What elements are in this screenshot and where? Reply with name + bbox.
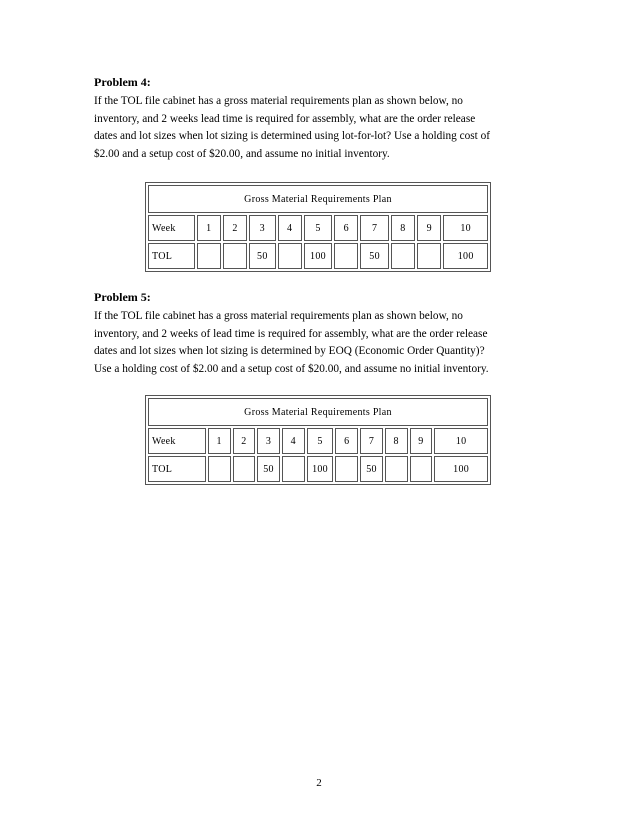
week-cell: 8 — [391, 215, 415, 241]
week-cell: 4 — [282, 428, 305, 454]
week-cell: 6 — [334, 215, 358, 241]
week-cell: 8 — [385, 428, 408, 454]
week-header-cell: Week — [148, 428, 206, 454]
tol-value-cell: 50 — [249, 243, 275, 269]
week-cell: 7 — [360, 428, 383, 454]
problem-4-text — [94, 93, 554, 163]
tol-value-cell — [233, 456, 256, 482]
week-cell: 2 — [223, 215, 247, 241]
tol-value-cell — [223, 243, 247, 269]
week-cell: 1 — [208, 428, 231, 454]
tol-value-cell — [208, 456, 231, 482]
week-cell: 7 — [360, 215, 388, 241]
tol-value-cell — [417, 243, 441, 269]
tol-label-cell: TOL — [148, 243, 195, 269]
tol-label-cell: TOL — [148, 456, 206, 482]
table-title: Gross Material Requirements Plan — [148, 185, 488, 213]
tol-value-cell — [391, 243, 415, 269]
week-cell: 3 — [257, 428, 280, 454]
tol-value-cell — [334, 243, 358, 269]
problem-5-line: Use a holding cost of $2.00 and a setup cost of $20.00, and assume no initial inventory. — [94, 362, 489, 375]
week-cell: 10 — [434, 428, 488, 454]
week-cell: 6 — [335, 428, 358, 454]
problem-5-line: dates and lot sizes when lot sizing is determined by EOQ (Economic Order Quantity)? — [94, 345, 485, 358]
tol-value-cell: 100 — [443, 243, 488, 269]
tol-value-cell: 50 — [360, 456, 383, 482]
week-cell: 10 — [443, 215, 488, 241]
problem-4-line: dates and lot sizes when lot sizing is determined using lot-for-lot? Use a holding cost of — [94, 130, 491, 143]
tol-value-cell: 50 — [257, 456, 280, 482]
problem-5-line: inventory, and 2 weeks of lead time is required for assembly, what are the order release — [94, 327, 488, 340]
problem-4-line: $2.00 and a setup cost of $20.00, and assume no initial inventory. — [94, 147, 390, 160]
problem-4-requirements-table — [145, 182, 491, 272]
problem-4-line: inventory, and 2 weeks lead time is required for assembly, what are the order release — [94, 112, 476, 125]
week-cell: 3 — [249, 215, 275, 241]
week-cell: 9 — [410, 428, 433, 454]
week-cell: 9 — [417, 215, 441, 241]
tol-value-cell — [335, 456, 358, 482]
problem-5-line: If the TOL file cabinet has a gross material requirements plan as shown below, no — [94, 310, 463, 322]
page-number: 2 — [316, 777, 322, 789]
problem-4-title: Problem 4: — [94, 75, 151, 89]
problem-5-text — [94, 308, 554, 378]
tol-value-cell — [385, 456, 408, 482]
tol-value-cell: 100 — [307, 456, 334, 482]
problem-4-section — [94, 75, 554, 163]
tol-value-cell — [278, 243, 302, 269]
tol-value-cell — [197, 243, 221, 269]
week-cell: 5 — [307, 428, 334, 454]
tol-value-cell: 100 — [304, 243, 332, 269]
week-cell: 2 — [233, 428, 256, 454]
week-cell: 5 — [304, 215, 332, 241]
problem-5-title: Problem 5: — [94, 290, 151, 304]
tol-value-cell: 50 — [360, 243, 388, 269]
tol-value-cell: 100 — [434, 456, 488, 482]
tol-value-cell — [282, 456, 305, 482]
problem-5-section — [94, 290, 554, 378]
problem-5-requirements-table — [145, 395, 491, 485]
tol-value-cell — [410, 456, 433, 482]
week-cell: 1 — [197, 215, 221, 241]
table-title: Gross Material Requirements Plan — [148, 398, 488, 426]
week-cell: 4 — [278, 215, 302, 241]
week-header-cell: Week — [148, 215, 195, 241]
problem-4-line: If the TOL file cabinet has a gross material requirements plan as shown below, no — [94, 95, 463, 107]
